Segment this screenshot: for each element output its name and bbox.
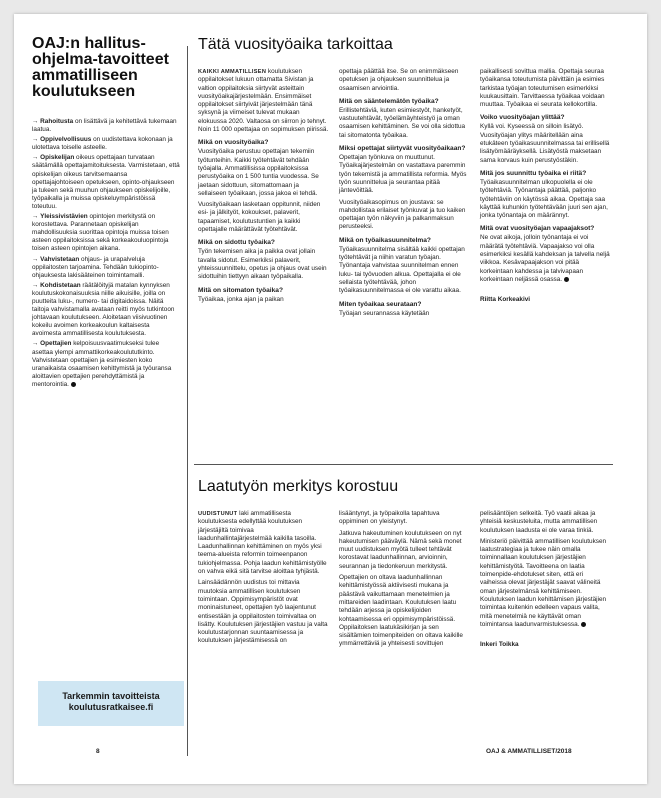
arrow-icon: → [32, 213, 41, 221]
sidebar-item-text: on uudistettava kokonaan ja ulotettava toiselle asteelle. [32, 136, 173, 152]
article-column-1 [198, 68, 329, 321]
article-title: Laatutyön merkitys korostuu [198, 478, 399, 495]
paragraph [339, 68, 470, 93]
article-title: Tätä vuosityöaika tarkoittaa [198, 36, 393, 53]
paragraph [339, 530, 470, 571]
sidebar-item-text: ohjaus- ja urapalveluja oppilaitosten tarjoamina. Tehdään tukiopinto-ohjauksesta lakisääteinen toimintamalli. [32, 255, 159, 279]
promo-box[interactable] [38, 681, 184, 726]
paragraph-text: Jatkuva hakeutuminen koulutukseen on nyt hakeutumisen pääväylä. Nämä sekä monet muut uudistuksen myötä tulleet tehtävät korostavat laadunhallinnan, arvioinnin, seurannan ja tiedonkeruun merkitystä. [339, 529, 462, 570]
arrow-icon: → [32, 118, 41, 125]
paragraph-text: Opettajan työnkuva on muuttunut. Työaikajärjestelmän on vastattava paremmin työn tekemistä ja ammatillista reformia. Myös työn suunnittelua ja seurantaa pitää jäntevöittää. [339, 154, 467, 195]
paragraph-text: Opettajien on oltava laadunhallinnan kehittämistyössä aktiivisesti mukana ja päästävä vaikuttamaan menetelmien ja mittareiden laadintaan. Koulutuksen laatu tehdään arjessa ja opiskelijoiden kohtaamisessa eri oppimisympäristöissä. Oppilaitoksen laatukäsikirjan ja sen sisältämien toimenpiteiden on oltava kaikille ymmärrettäviä ja yhteisesti sovittujen [339, 574, 463, 648]
promo-line-1: Tarkemmin tavoitteista [62, 691, 160, 701]
sidebar-item-head: Opettajien [40, 340, 72, 348]
sidebar-item [32, 282, 180, 339]
end-mark-icon [564, 277, 569, 282]
paragraph-text: Työn tekemisen aika ja paikka ovat jollain tavalla sidotut. Esimerkiksi palaverit, yhteissuunnittelu, opetus ja ohjaus ovat usein sidottuihin tiettyyn aikaan työpaikalla. [198, 248, 327, 281]
paragraph [339, 310, 470, 318]
paragraph-text: Vuosityöaikasopimus on joustava: se mahdollistaa erilaiset työnkuvat ja tuo kaiken opettajan työn näkyviin ja palkanmaksun perusteeksi. [339, 198, 466, 231]
paragraph [198, 148, 329, 198]
article-column-2 [339, 510, 470, 652]
article-column-3 [480, 510, 611, 652]
arrow-icon: → [32, 281, 41, 289]
paragraph [339, 154, 470, 195]
paragraph-text: Vuosityöaikaan lasketaan oppitunnit, niiden esi- ja jälkityöt, kokoukset, palaverit, tapaamiset, koulutustuntien ja kaikki opettajalle määrättävät työtehtävät. [198, 201, 321, 234]
sidebar-item-head: Vahvistetaan [40, 255, 80, 263]
paragraph [198, 296, 329, 304]
paragraph [480, 510, 611, 535]
subheading: Mitä ovat vuosityöajan vapaajaksot? [480, 225, 595, 233]
subheading: Voiko vuosityöajan ylittää? [480, 114, 565, 122]
article-column-3 [480, 68, 611, 321]
subheading: Mitä on sääntelemätön työaika? [339, 97, 439, 105]
paragraph [198, 68, 329, 134]
paragraph-text: Vuosityöaika perustuu opettajan tekemiin työtunteihin. Kaikki työtehtävät tehdään työajalla. Ammatillisissa oppilaitoksissa perustyöaika on 1 500 tuntia vuodessa. Se jaetaan sidottuun, sitomattomaan ja sellaiseen työaikaan, jossa jakoa ei tehdä. [198, 148, 319, 197]
paragraph-text: Erillistehtäviä, kuten esimiestyöt, hanketyöt, vastuutehtävät, työelämäyhteistyö ja oman osaamisen kehittäminen. Se voi olla sidottua tai sitomatonta työaikaa. [339, 106, 466, 139]
arrow-icon: → [32, 255, 41, 263]
sidebar-item-text: on lisättävä ja kehitettävä tukemaan laatua. [32, 118, 177, 134]
end-mark-icon [71, 382, 76, 387]
article-vuosityoaika [198, 36, 612, 321]
subheading: Mitä on sitomaton työaika? [198, 286, 283, 294]
paragraph [198, 201, 329, 234]
subheading: Mikä on sidottu työaika? [198, 239, 275, 247]
article-column-2 [339, 68, 470, 321]
paragraph [480, 179, 611, 220]
column-divider-vertical [187, 46, 188, 756]
lead-in: KAIKKI AMMATILLISEN [198, 69, 267, 75]
sidebar-item-text: kelpoisuusvaatimukseksi tulee asettaa ylempi ammattikorkeakoulututkinto. Vahvistetaan opettajien ja esimiesten koko uranaikaista osaamisen kehittymistä ja työuransa aloittavien opettajien perehdyttämistä ja mentorointia. [32, 340, 172, 388]
article-divider-horizontal [194, 464, 613, 465]
sidebar-item [32, 154, 180, 211]
sidebar-item [32, 340, 180, 389]
sidebar-item-head: Yleissivistävien [40, 213, 88, 221]
paragraph-text: Lainsäädännön uudistus toi mittavia muutoksia ammatillisen koulutuksen toimintaan. Oppimisympäristöt ovat moninaistuneet, opettajien työ laajentunut entisestään ja oppilaitosten toimivaltaa on lisätty. Koulutuksen järjestäjien vastuu ja valta koulutustarjonnan suuntaamisessa ja koulutuksen järjestämisessä on [198, 579, 328, 645]
paragraph-text: Työaikaa, jonka ajan ja paikan [198, 295, 284, 303]
paragraph [339, 199, 470, 232]
paragraph [480, 538, 611, 629]
sidebar-list [32, 118, 180, 389]
lead-in: UUDISTUNUT [198, 511, 238, 517]
sidebar-box [32, 36, 180, 391]
arrow-icon: → [32, 154, 41, 162]
paragraph-text: pelisääntöjen selkeitä. Työ vaatii aikaa ja yhteisiä keskusteluita, mutta ammatillisen koulutuksen laadusta ei ole varaa tinkiä. [480, 510, 598, 534]
sidebar-item-head: Opiskelijan [40, 154, 75, 162]
subheading: Miten työaikaa seurataan? [339, 300, 422, 308]
paragraph [198, 579, 329, 645]
publication-footer: OAJ & AMMATILLISET/2018 [486, 748, 572, 755]
paragraph [480, 68, 611, 109]
sidebar-item-head: Oppivelvollisuus [40, 136, 92, 144]
paragraph-text: Ministeriö päivittää ammatillisen koulutuksen laatustrategiaa ja tukee näin omalla toiminnallaan koulutuksen järjestäjien kehittämistyötä. Tavoitteena on laatia toimenpide-ehdotukset siten, että eri vaiheissa olevat järjestäjät saavat välineitä oman järjestelmänsä kehittämiseen. Koulutuksen laadun kehittämisen järjestäjien toimintaa kuitenkin edelleen vapaus valita, mitä menetelmiä ne käyttävät oman toimintansa laadunvarmistuksessa. [480, 537, 607, 628]
sidebar-item-text: oikeus opettajaan turvataan säätämällä opettajamitoituksesta. Varmistetaan, että opiskelijan oikeus tarvitsemaansa opettajajohtoiseen opetukseen, opinto-ohjaukseen ja tukeen sekä muuhun ohjaukseen opiskelijoille, työpaikalla ja muissa opiskeluympäristöissä toteutuu. [32, 154, 180, 210]
sidebar-item-text: räätälöityjä matalan kynnyksen koulutuskokonaisuuksia niille aikuisille, joilla on puutteita luku-, numero- tai digitaidoissa. Näitä taitoja vahvistamalla avataan reitti myös tutkintoon johtavaan koulutukseen. Aloitetaan viisivuotinen kokeilu avoimen korkeakoulun kaltaisesta avoimesta ammatillisesta koulutuksesta. [32, 281, 175, 338]
subheading: Mitä jos suunnittu työaika ei riitä? [480, 169, 587, 177]
sidebar-item [32, 136, 180, 152]
article-laatutyo [198, 478, 612, 652]
paragraph-text: Kyllä voi. Kyseessä on silloin lisätyö. Vuosityöajan ylitys määritellään aina etukäteen työaikasuunnitelmassa tai erillisellä lisätyömääräyksellä. Lisätyöstä maksetaan sama korvaus kuin perustyöstäkin. [480, 123, 610, 164]
article-column-1 [198, 510, 329, 652]
paragraph [480, 123, 611, 164]
paragraph-text: koulutuksen oppilaitokset lukuun ottamatta Sivistan ja valtion oppilaitoksia siirtyvät asteittain vuosityöaikajärjestelmään. Ensimmäiset oppilaitokset siirtyivät järjestelmään tänä syksynä ja viimeiset tulevat mukaan elokuussa 2020. Valtaosa on siirron jo tehnyt. Noin 11 000 opettajaa on sopimuksen piirissä. [198, 68, 329, 134]
paragraph [480, 234, 611, 284]
sidebar-title: OAJ:n hallitus-ohjelma-tavoitteet ammatilliseen koulutukseen [32, 35, 169, 100]
subheading: Miksi opettajat siirtyvät vuosityöaikaan? [339, 145, 466, 153]
paragraph-text: Ne ovat aikoja, jolloin työnantaja ei voi määrätä työtehtäviä. Vapaajakso voi olla esimerkiksi kesällä kahdeksan ja talvella neljä viikkoa. Kesävapaajakson voi pitää korkeintaan kahdessa ja talvivapaan korkeintaan neljässä osassa. [480, 234, 610, 283]
paragraph [339, 510, 470, 527]
sidebar-item [32, 256, 180, 280]
sidebar-item-head: Rahoitusta [40, 118, 74, 125]
paragraph [198, 248, 329, 281]
paragraph-text: Työaikasuunnitelma sisältää kaikki opettajan työtehtävät ja niihin varatun työajan. Työnantaja vahvistaa suunnitelman ennen luku- tai työvuoden alkua. Opettajalla ei ole sellaista työtehtävää, johon työaikasuunnitelmassa ei ole varattu aikaa. [339, 245, 465, 295]
sidebar-item [32, 213, 180, 253]
paragraph [198, 510, 329, 576]
paragraph [339, 574, 470, 649]
paragraph-text: laki ammatillisesta koulutuksesta edellyttää koulutuksen järjestäjiltä toimivaa laadunhallintajärjestelmää kaikilla tasoilla. Laadunhallinnan kehittäminen on myös yksi teema-alueista reformin toimeenpanon tukiohjelmassa. Pohja laadun kehittämistyölle on vahva eikä sitä tarvitse aloittaa tyhjästä. [198, 510, 327, 576]
subheading: Mikä on työaikasuunnitelma? [339, 236, 431, 244]
author-signature: Riitta Korkeakivi [480, 296, 531, 304]
sidebar-item-text: opintojen merkitystä on korostettava. Parannetaan opiskelijan mahdollisuuksia suorittaa opintoja muissa toisen asteen oppilaitoksissa sekä korkeakouluopintoja toisen asteen opintojen aikana. [32, 213, 169, 253]
author-signature: Inkeri Toikka [480, 641, 519, 649]
page-number: 8 [96, 748, 100, 755]
promo-link[interactable]: koulutusratkaisee.fi [68, 702, 154, 712]
subheading: Mikä on vuosityöaika? [198, 139, 269, 147]
paragraph-text: Työajan seurannassa käytetään [339, 309, 430, 317]
end-mark-icon [581, 622, 586, 627]
sidebar-item-head: Kohdistetaan [40, 281, 81, 289]
paragraph-text: opettaja päättää itse. Se on enimmäkseen opetuksen ja ohjauksen suunnittelua ja osaamisen arviointia. [339, 68, 459, 92]
sidebar-item [32, 118, 180, 134]
paragraph [339, 246, 470, 296]
paragraph-text: paikallisesti sovittua mallia. Opettaja seuraa työaikansa toteutumista päivittäin ja esimies tarkistaa työajan toteutumisen esimerkiksi kuukausittain. Tarvittaessa työaikaa voidaan muuttaa. Työaikaa ei seurata kellokortilla. [480, 68, 605, 109]
paragraph [339, 107, 470, 140]
arrow-icon: → [32, 340, 41, 348]
paragraph-text: lisääntynyt, ja työpaikolla tapahtuva oppiminen on yleistynyt. [339, 510, 440, 526]
arrow-icon: → [32, 136, 41, 144]
paragraph-text: Työaikasuunnitelman ulkopuolella ei ole työtehtäviä. Työnantaja päättää, paljonko työtehtäviin on käytössä aikaa. Opettaja saa käyttää kuhunkin työtehtävään juuri sen ajan, jonka työnantaja on määrännyt. [480, 178, 608, 220]
